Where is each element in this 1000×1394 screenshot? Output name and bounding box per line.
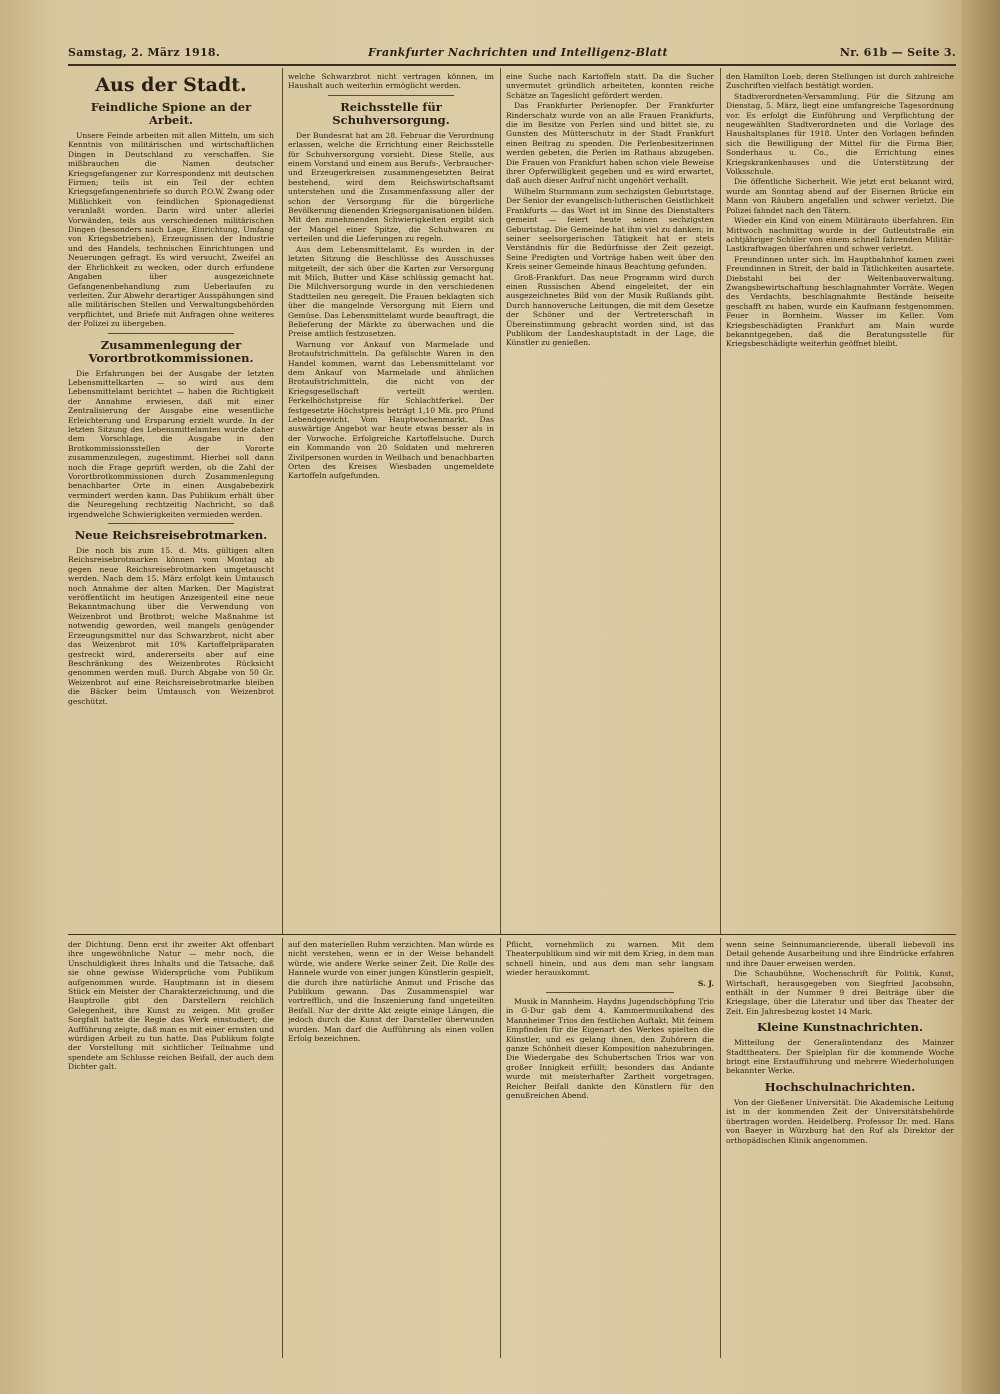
section-rule — [68, 934, 956, 935]
article-body-music-mannheim: Musik in Mannheim. Haydns Jugendschöpfung Trio in G-Dur gab dem 4. Kammermusikabend des Mannheimer Trios den festlichen Auftakt. Mit feinem Empfinden für die Eigenart des Werkes spielten die Künstler, und es gelang ihnen, den Zuhörern die ganze Schönheit dieser Komposition nahezubringen. Die Wiedergabe des Schubertschen Trios war von großer Innigkeit erfüllt; besonders das Andante wurde mit meisterhafter Zartheit vorgetragen. Reicher Beifall dankte den Künstlern für den genußreichen Abend. — [506, 997, 714, 1101]
feuilleton-column-4 — [726, 940, 954, 1358]
article-body-marmalade: Warnung vor Ankauf von Marmelade und Brotaufstrichmitteln. Da gefälschte Waren in den Handel kommen, warnt das Lebensmittelamt vor dem Ankauf von Marmelade und ähnlichen Brotaufstrichmitteln, die nicht von der Kriegsgesellschaft verteilt werden. Ferkelhöchstpreise für Schlachtferkel. Der festgesetzte Höchstpreis beträgt 1,10 Mk. pro Pfund Lebendgewicht. Vom Hauptwochenmarkt. Das auswärtige Angebot war heute etwas besser als in der Vorwoche. Erfolgreiche Kartoffelsuche. Durch ein Kommando von 20 Soldaten und mehreren Zivilpersonen wurden in Weilbach und benachbarten Orten des Kreises Wiesbaden ungemeldete Kartoffeln aufgefunden. — [288, 339, 494, 481]
article-body-assembly: Stadtverordneten-Versammlung. Für die Sitzung am Dienstag, 5. März, liegt eine umfangreiche Tagesordnung vor. Es erfolgt die Einführung und Verpflichtung der neugewählten Stadtverordneten und die Vorlage des Haushaltsplanes für 1918. Unter den Vorlagen befinden sich die Bewilligung der Mittel für die Firma Bier, Sonderhaus u. Co., die Errichtung eines Kriegskrankenhauses und die Unterstützung der Volksschule. — [726, 91, 954, 177]
article-body-bread-stamps: Die noch bis zum 15. d. Mts. gültigen alten Reichsreisebrotmarken können vom Montag ab gegen neue Reichsreisebrotmarken umgetauscht werden. Nach dem 15. März erfolgt kein Umtausch noch Annahme der alten Marken. Der Magistrat veröffentlicht im heutigen Anzeigenteil eine neue Bekanntmachung über die Verwendung von Weizenbrot und Brotbrot; welche Maßnahme ist notwendig geworden, weil mangels genügender Erzeugungsmittel nur das Schwarzbrot, nicht aber das Weizenbrot mit 10% Kartoffelpräparaten gestreckt wird, andererseits aber auf eine Beschränkung des Weizenbrotes Rücksicht genommen werden muß. Durch Abgabe von 50 Gr. Weizenbrot auf eine Reichsreisebrotmarke bleiben die Bäcker beim Umtausch von Weizenbrot geschützt. — [68, 546, 274, 706]
column-rule — [720, 938, 721, 1358]
feuilleton-column-2 — [288, 940, 494, 1358]
article-body-art-news: Mitteilung der Generalintendanz des Mainzer Stadttheaters. Der Spielplan für die kommende Woche bringt eine Erstaufführung und mehrere Wiederholungen bekannter Werke. — [726, 1038, 954, 1076]
article-body-commissions: Die Erfahrungen bei der Ausgabe der letzten Lebensmittelkarten — so wird aus dem Lebensmittelamt berichtet — haben die Richtigkeit der Annahme erwiesen, daß mit einer Zentralisierung der Ausgabe eine wesentliche Erleichterung und Ersparung erzielt wurde. In der letzten Sitzung des Lebensmittelamtes wurde daher dem Vorschlage, die Ausgabe in den Brotkommissionsstellen der Vororte zusammenzulegen, zugestimmt. Hierbei soll dann noch die Frage geprüft werden, ob die Zahl der Vorortbrotkommissionen durch Zusammenlegung benachbarter Orte in einen Ausgabebezirk vermindert werden kann. Das Publikum erhält über die Neuregelung rechtzeitig Nachricht, so daß irgendwelche Schwierigkeiten vermieden werden. — [68, 368, 274, 519]
feuilleton-column-3 — [506, 940, 714, 1358]
article-body-gross-frankfurt: Groß-Frankfurt. Das neue Programm wird durch einen Russischen Abend eingeleitet, der ein ausgezeichnetes Bild von der Musik Rußlands gibt. Durch hannoversche Leitungen, die mit dem Gesetze der Schöner und der Vertreterschaft in Übereinstimmung gebracht worden sind, ist das Publikum der Landeshauptstadt in der Lage, die Künstler zu genießen. — [506, 272, 714, 348]
article-continuation: welche Schwarzbrot nicht vertragen können, im Haushalt auch weiterhin ermöglicht werden. — [288, 72, 494, 91]
column-rule — [500, 68, 501, 934]
article-body-spies: Unsere Feinde arbeiten mit allen Mitteln, um sich Kenntnis von militärischen und wirtschaftlichen Dingen in Deutschland zu verschaffen. Sie mißbrauchen die Namen deutscher Kriegsgefangener zur Korrespondenz mit deutschen Firmen; teils ist ein Teil der echten Kriegsgefangenenbriefe so durch P.O.W. Zwang oder Mißlichkeit von feindlichen Spionagedienst veranlaßt worden. Darin wird unter allerlei Vorwänden, teils aus verschiedenen militärischen Dingen (besonders nach Lage, Einrichtung, Umfang von Kriegsbetrieben), Erzeugnissen der Industrie und des Handels, technischen Einrichtungen und Neuerungen gefragt. Es wird versucht, Zweifel an der Ehrlichkeit zu wecken, oder durch erfundene Angaben über ausgezeichnete Gefangenenbehandlung zum Ueberlaufen zu verleiten. Zur Abwehr derartiger Ausspähungen sind alle militärischen Stellen und Verwaltungsbehörden verpflichtet, und Briefe mit Anfragen ohne weiteres der Polizei zu übergeben. — [68, 131, 274, 329]
page-edge-shadow — [962, 0, 1000, 1394]
section-title-city: Aus der Stadt. — [95, 74, 247, 96]
article-body-schaubuehne: Die Schaubühne, Wochenschrift für Politik, Kunst, Wirtschaft, herausgegeben von Siegfried Jacobsohn, enthält in der Nummer 9 drei Beiträge über die Kriegslage, über die Literatur und über das Theater der Zeit. Ein Jahresbezug kostet 14 Mark. — [726, 969, 954, 1016]
column-rule — [282, 938, 283, 1358]
article-body-security: Die öffentliche Sicherheit. Wie jetzt erst bekannt wird, wurde am Sonntag abend auf der Eisernen Brücke ein Mann von Räubern angefallen und schwer verletzt. Die Polizei fahndet nach den Tätern. — [726, 177, 954, 215]
article-body-birthday: Wilhelm Sturmmann zum sechzigsten Geburtstage. Der Senior der evangelisch-lutherischen Geistlichkeit Frankfurts — das Wort ist im Sinne des Dienstalters gemeint — feiert heute seinen sechzigsten Geburtstag. Die Gemeinde hat ihm viel zu danken; in seiner seelsorgerischen Tätigkeit hat er stets Verständnis für die Bedürfnisse der Zeit gezeigt. Seine Predigten und Vorträge haben weit über den Kreis seiner Gemeinde hinaus Beachtung gefunden. — [506, 186, 714, 272]
feuilleton-body: auf den materiellen Ruhm verzichten. Man würde es nicht verstehen, wenn er in der Weise behandelt würde, wie andere Werke seiner Zeit. Die Rolle des Hannele wurde von einer jungen Künstlerin gespielt, die durch ihre natürliche Anmut und Frische das Publikum gewann. Das Zusammenspiel war vortrefflich, und die Inszenierung fand ungeteilten Beifall. Nur der dritte Akt zeigte einige Längen, die jedoch durch die Kunst der Darsteller überwunden wurden. Man darf die Aufführung als einen vollen Erfolg bezeichnen. — [288, 940, 494, 1044]
divider — [546, 992, 674, 993]
author-signature: S. J. — [697, 978, 714, 988]
article-title-commissions: Zusammenlegung der Vorortbrotkommissionen. — [88, 337, 254, 365]
section-title-art-news: Kleine Kunstnachrichten. — [757, 1020, 923, 1035]
column-rule — [282, 68, 283, 934]
header-masthead: Frankfurter Nachrichten und Intelligenz-Blatt — [368, 46, 668, 59]
header-date: Samstag, 2. März 1918. — [68, 46, 220, 59]
feuilleton-body: Pflicht, vornehmlich zu warnen. Mit dem Theaterpublikum sind wir mit dem Krieg, in dem man schnell hinein, und aus dem man sehr langsam wieder herauskommt. — [506, 940, 714, 978]
header-page-number: Nr. 61b — Seite 3. — [839, 46, 956, 59]
article-body-local-notes: Freundinnen unter sich. Im Hauptbahnhof kamen zwei Freundinnen in Streit, der bald in Tätlichkeiten ausartete. Diebstahl bei der Weltenbauverwaltung. Zwangsbewirtschaftung beschlagnahmter Vorräte. Wegen des Verdachts, beschlagnahmte Bestände beiseite geschafft zu haben, wurde ein Kaufmann festgenommen. Feuer in Bornheim. Wasser im Keller. Vom Kriegsbeschädigten Frankfurt am Main wurde bekanntgegeben, daß die Beratungsstelle für Kriegsbeschädigte weiterhin geöffnet bleibt. — [726, 254, 954, 349]
article-continuation: den Hamilton Loeb, deren Stellungen ist durch zahlreiche Zuschriften vielfach bestätigt worden. — [726, 72, 954, 91]
article-body-food-office: Aus dem Lebensmittelamt. Es wurden in der letzten Sitzung die Beschlüsse des Ausschusses mitgeteilt, der sich über die Karten zur Versorgung mit Milch, Butter und Käse schlüssig gemacht hat. Die Milchversorgung wurde in den verschiedenen Stadtteilen neu geregelt. Die Frauen beklagten sich über die mangelnde Versorgung mit Eiern und Gemüse. Das Lebensmittelamt wurde beauftragt, die Belieferung der Märkte zu überwachen und die Preise amtlich festzusetzen. — [288, 244, 494, 339]
feuilleton-column-1 — [68, 940, 274, 1358]
divider — [108, 523, 234, 524]
article-title-bread-stamps: Neue Reichsreisebrotmarken. — [74, 528, 268, 543]
divider — [108, 333, 234, 334]
feuilleton-body: der Dichtung. Denn erst ihr zweiter Akt offenbart ihre ungewöhnliche Natur — mehr noch, die Unschuldigkeit ihres Inhalts und die Tatsache, daß sie ohne gewisse Widersprüche vom Publikum aufgenommen wurde. Hauptmann ist in diesem Stück ein Meister der Charakterzeichnung, und die Hauptrolle gibt den Darstellern reichlich Gelegenheit, ihre Kunst zu zeigen. Mit großer Sorgfalt hatte die Regie das Werk einstudiert; die Aufführung zeigte, daß man es mit einer ernsten und würdigen Arbeit zu tun hatte. Das Publikum folgte der Vorstellung mit sichtlicher Teilnahme und spendete am Schlusse reichen Beifall, der auch dem Dichter galt. — [68, 940, 274, 1072]
header-rule — [68, 64, 956, 66]
article-title-spies: Feindliche Spione an der Arbeit. — [90, 100, 252, 127]
divider — [328, 95, 454, 96]
article-body-shoes: Der Bundesrat hat am 28. Februar die Verordnung erlassen, welche die Errichtung einer Reichsstelle für Schuhversorgung vorsieht. Diese Stelle, aus einem Vorstand und einem aus Berufs-, Verbraucher- und Erzeugerkreisen zusammengesetzten Beirat bestehend, wird dem Reichswirtschaftsamt unterstehen und die Zusammenfassung aller der schon der Versorgung für die bürgerliche Bevölkerung dienenden Kriegsorganisationen bilden. Mit den zunehmenden Schwierigkeiten ergibt sich der Mangel einer Spitze, die Schuhwaren zu verteilen und die Lieferungen zu regeln. — [288, 130, 494, 244]
article-body-pearls: Das Frankfurter Perlenopfer. Der Frankfurter Rinderschatz wurde von an alle Frauen Frankfurts, die im Besitze von Perlen sind und bittet sie, zu Gunsten des Mütterschutz in der Stadt Frankfurt einen Beitrag zu spenden. Die Perlenbesitzerinnen werden gebeten, die Perlen im Rathaus abzugeben. Die Frauen von Frankfurt haben schon viele Beweise ihrer Opferwilligkeit gegeben und es wird erwartet, daß auch dieser Aufruf nicht ungehört verhallt. — [506, 101, 714, 186]
column-3 — [506, 72, 714, 930]
feuilleton-body: wenn seine Seinnumancierende, überall liebevoll ins Detail gehende Ausarbeitung und ihre Eindrücke erfahren und ihre Dauer erweisen werden. — [726, 940, 954, 968]
column-rule — [500, 938, 501, 1358]
section-title-university-news: Hochschulnachrichten. — [764, 1079, 916, 1094]
column-rule — [720, 68, 721, 934]
article-continuation: eine Suche nach Kartoffeln statt. Da die Sucher unvermutet gründlich arbeiteten, konnten reiche Schätze an Tageslicht gefördert werden. — [506, 72, 714, 100]
column-4 — [726, 72, 954, 930]
article-body-university-news: Von der Gießener Universität. Die Akademische Leitung ist in der kommenden Zeit der Universitätsbehörde übertragen worden. Heidelberg. Professor Dr. med. Hans von Baeyer in Würzburg hat den Ruf als Direktor der orthopädischen Klinik angenommen. — [726, 1097, 954, 1145]
article-title-shoes: Reichsstelle für Schuhversorgung. — [332, 99, 450, 127]
column-2 — [288, 72, 494, 930]
column-1 — [68, 72, 274, 930]
article-body-accident: Wieder ein Kind von einem Militärauto überfahren. Ein Mittwoch nachmittag wurde in der Gutleutstraße ein achtjähriger Schüler von einem schnell fahrenden Militär-Lastkraftwagen überfahren und schwer verletzt. — [726, 216, 954, 254]
page-header — [68, 46, 956, 64]
